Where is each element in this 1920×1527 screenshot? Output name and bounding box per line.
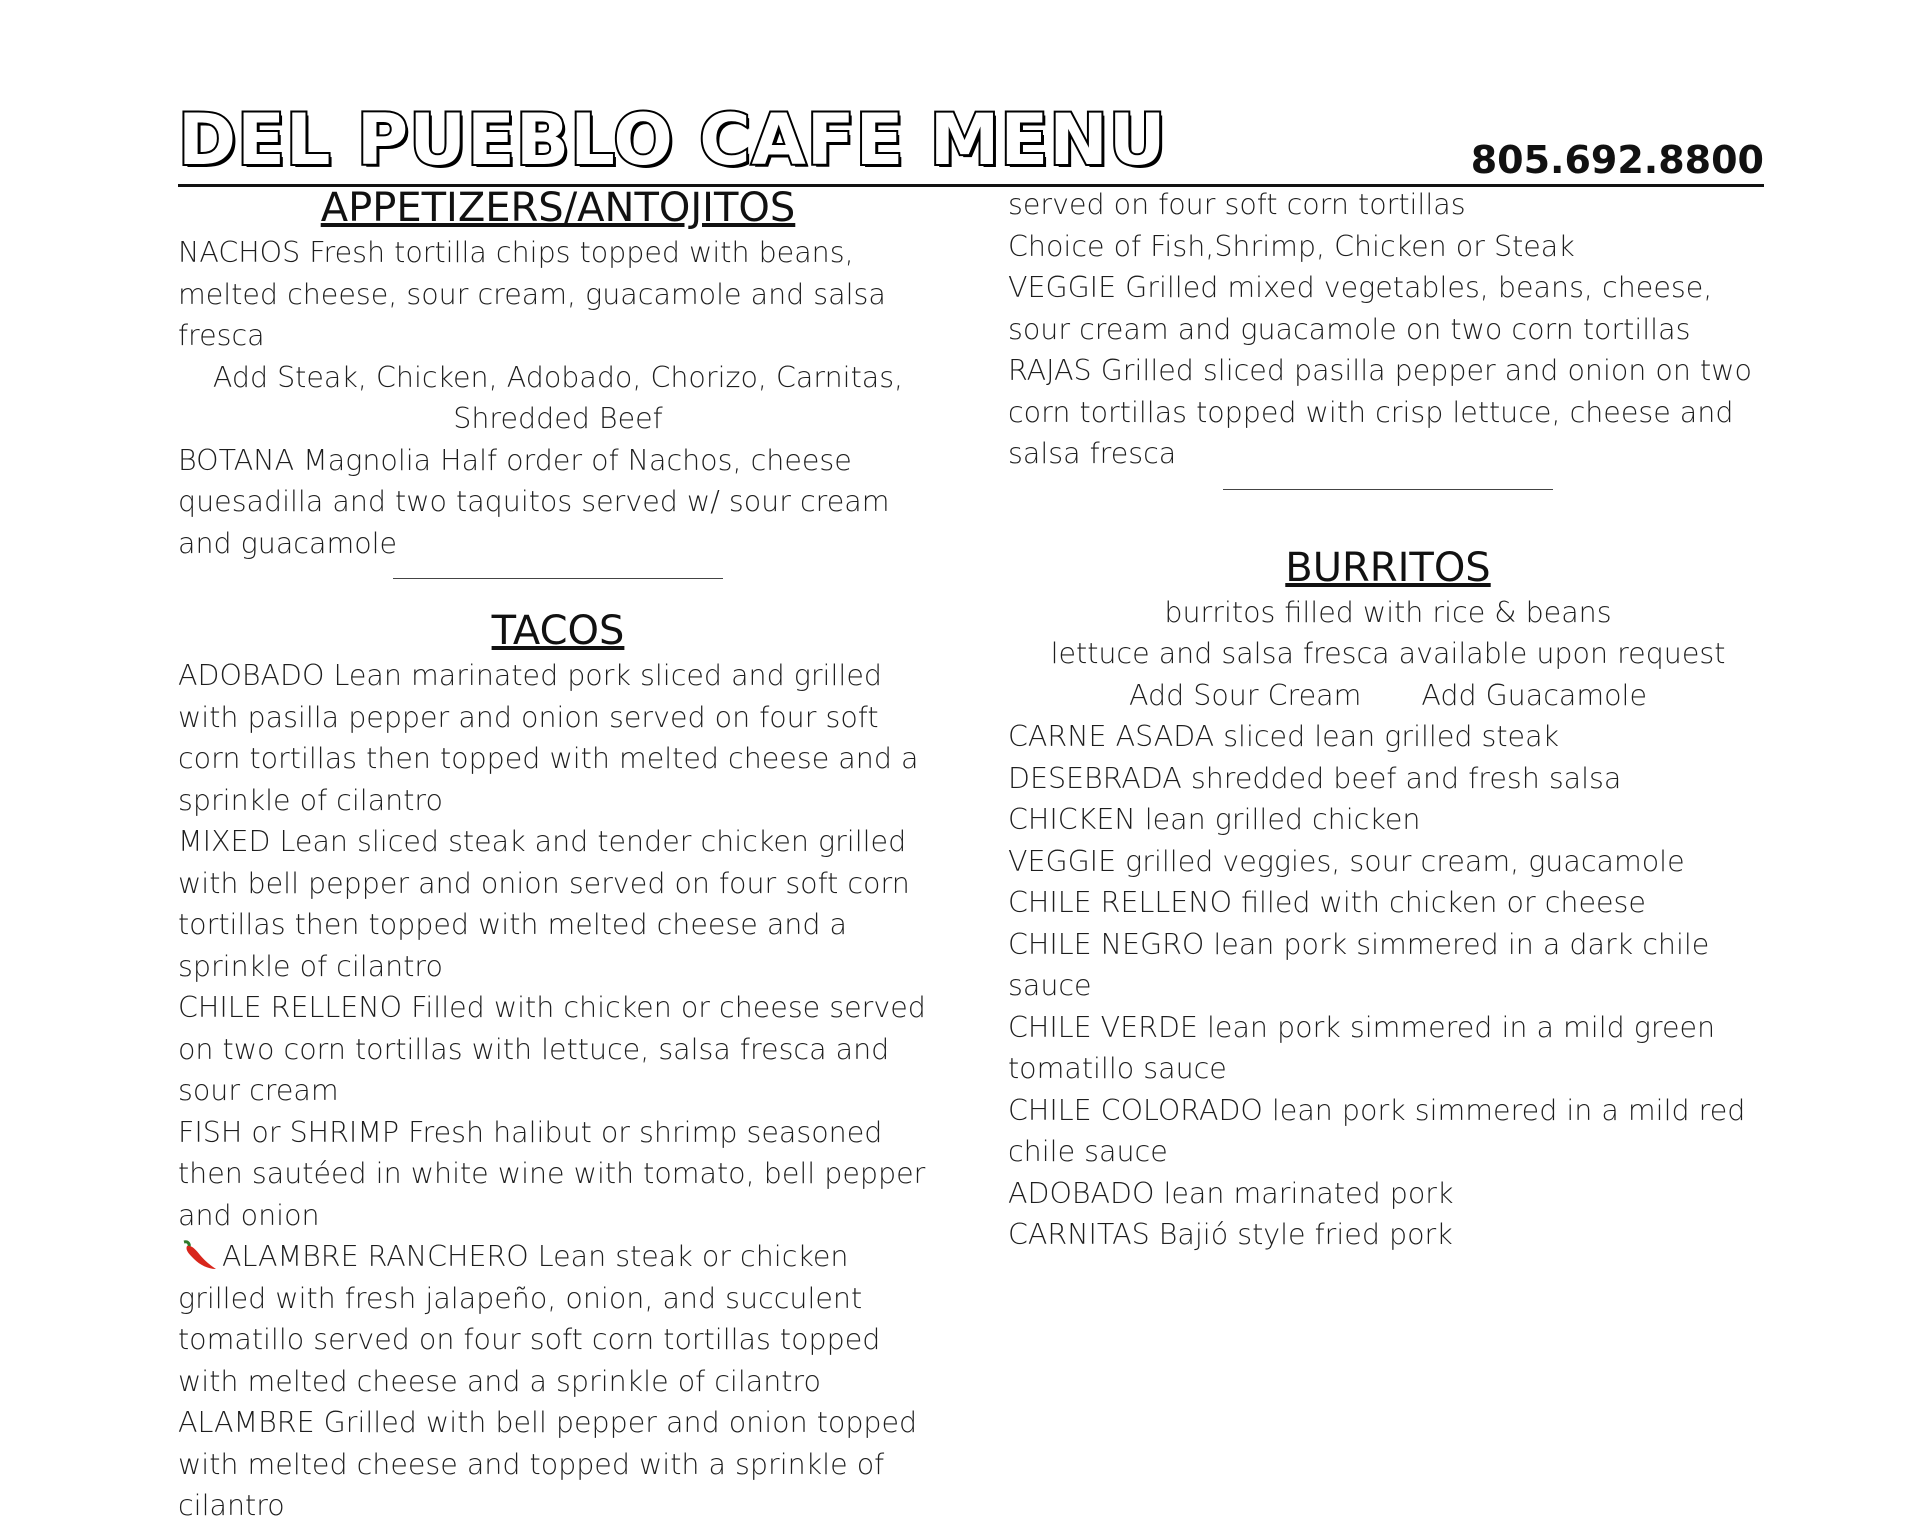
section-divider (1223, 489, 1553, 490)
taco-item-veggie: VEGGIE Grilled mixed vegetables, beans, cheese, sour cream and guacamole on two corn tortillas (1008, 271, 1713, 346)
botana-item: BOTANA Magnolia Half order of Nachos, cheese quesadilla and two taquitos served w/ sour cream and guacamole (178, 443, 890, 560)
burrito-item-desebrada: DESEBRADA shredded beef and fresh salsa (1008, 761, 1622, 795)
section-divider (393, 578, 723, 579)
burrito-item-adobado: ADOBADO lean marinated pork (1008, 1176, 1454, 1210)
burrito-item-chile-negro: CHILE NEGRO lean pork simmered in a dark chile sauce (1008, 927, 1710, 1002)
menu-title: DEL PUEBLO CAFE MENU (178, 99, 1167, 181)
burritos-add-ons (1008, 675, 1768, 717)
burrito-item-chicken: CHICKEN lean grilled chicken (1008, 803, 1421, 836)
burritos-note-rice-beans: burritos filled with rice & beans (1164, 595, 1612, 629)
right-column (1008, 184, 1768, 1256)
burrito-item-chile-relleno: CHILE RELLENO filled with chicken or cheese (1008, 886, 1646, 919)
tacos-continued-line: served on four soft corn tortillas (1008, 188, 1466, 221)
burrito-item-veggie: VEGGIE grilled veggies, sour cream, guacamole (1008, 844, 1685, 878)
taco-item-mixed: MIXED Lean sliced steak and tender chicken grilled with bell pepper and onion served on four soft corn tortillas then topped with melted cheese and a sprinkle of cilantro (178, 825, 910, 983)
nachos-add-ons: Add Steak, Chicken, Adobado, Chorizo, Carnitas, Shredded Beef (212, 360, 904, 435)
tacos-choice-line: Choice of Fish,Shrimp, Chicken or Steak (1008, 229, 1575, 263)
taco-item-chile-relleno: CHILE RELLENO Filled with chicken or cheese served on two corn tortillas with lettuce, salsa fresca and sour cream (178, 991, 926, 1107)
taco-item-alambre: ALAMBRE Grilled with bell pepper and onion topped with melted cheese and topped with a sprinkle of cilantro (178, 1406, 918, 1522)
nachos-item: NACHOS Fresh tortilla chips topped with beans, melted cheese, sour cream, guacamole and salsa fresca (178, 236, 886, 352)
burrito-item-carnitas: CARNITAS Bajió style fried pork (1008, 1218, 1453, 1251)
add-guacamole: Add Guacamole (1421, 678, 1647, 712)
chili-pepper-icon (178, 1238, 218, 1272)
taco-item-rajas: RAJAS Grilled sliced pasilla pepper and onion on two corn tortillas topped with crisp lettuce, cheese and salsa fresca (1008, 354, 1752, 470)
burritos-title: BURRITOS (1285, 544, 1491, 591)
burrito-item-chile-colorado: CHILE COLORADO lean pork simmered in a mild red chile sauce (1008, 1093, 1746, 1168)
burrito-item-chile-verde: CHILE VERDE lean pork simmered in a mild green tomatillo sauce (1008, 1010, 1716, 1085)
taco-item-alambre-ranchero (178, 1236, 938, 1402)
appetizers-title: APPETIZERS/ANTOJITOS (320, 185, 796, 231)
alambre-ranchero-text: ALAMBRE RANCHERO Lean steak or chicken grilled with fresh jalapeño, onion, and succulent tomatillo served on four soft corn tortillas topped with melted cheese and a sprinkle of cilantro (178, 1240, 881, 1398)
tacos-title: TACOS (491, 608, 625, 654)
menu-header (178, 99, 1764, 187)
taco-item-adobado: ADOBADO Lean marinated pork sliced and grilled with pasilla pepper and onion served on four soft corn tortillas then topped with melted cheese and a sprinkle of cilantro (178, 659, 919, 817)
burritos-note-lettuce: lettuce and salsa fresca available upon request (1050, 637, 1726, 670)
left-column (178, 184, 938, 1527)
add-sour-cream: Add Sour Cream (1129, 678, 1362, 712)
taco-item-fish-shrimp: FISH or SHRIMP Fresh halibut or shrimp seasoned then sautéed in white wine with tomato, bell pepper and onion (178, 1115, 926, 1232)
phone-number: 805.692.8800 (1470, 138, 1764, 182)
burrito-item-carne-asada: CARNE ASADA sliced lean grilled steak (1008, 720, 1560, 753)
